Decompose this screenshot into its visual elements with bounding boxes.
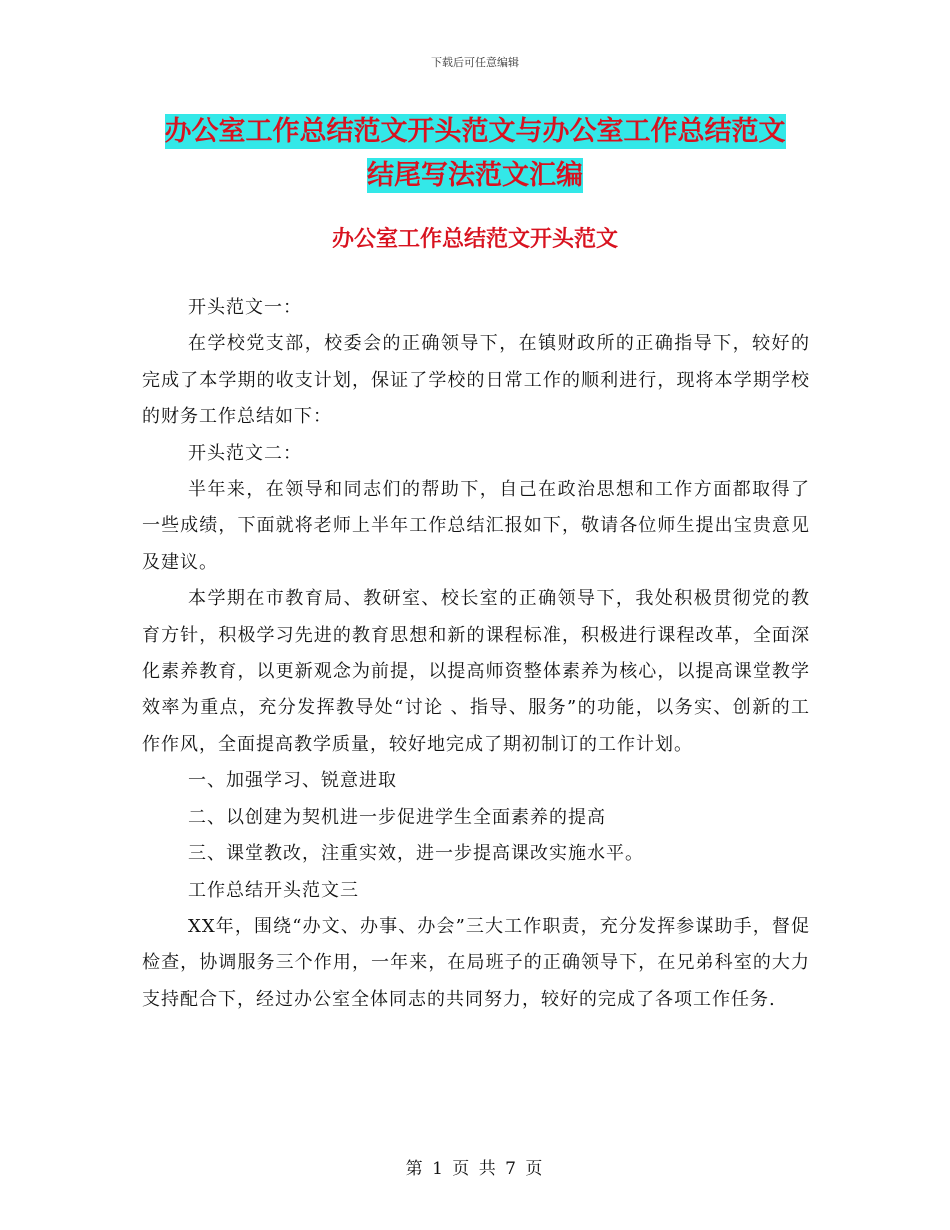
paragraph: XX年，围绕“办文、办事、办会”三大工作职责，充分发挥参谋助手，督促检查，协调服务三个作用，一年来，在局班子的正确领导下，在兄弟科室的大力支持配合下，经过办公室全体同志的共同努力，较好的完成了各项工作任务. [142,915,810,1010]
document-title [0,110,950,198]
document-title-line-1: 办公室工作总结范文开头范文与办公室工作总结范文 [164,116,786,147]
paragraph: 本学期在市教育局、教研室、校长室的正确领导下，我处积极贯彻党的教育方针，积极学习先进的教育思想和新的课程标准，积极进行课程改革，全面深化素养教育，以更新观念为前提，以提高师资整体素养为核心，以提高课堂教学效率为重点，充分发挥教导处“讨论 、指导、服务”的功能，以务实、创新的工作作风，全面提高教学质量，较好地完成了期初制订的工作计划。 [142,588,810,755]
header-note: 下载后可任意编辑 [431,56,519,69]
paragraph-opening-1-label: 开头范文一： [188,297,302,318]
list-item: 三、课堂教改，注重实效，进一步提高课改实施水平。 [188,843,644,865]
paragraph-opening-3-label: 工作总结开头范文三 [188,879,359,901]
document-body [142,290,810,1018]
paragraph: 半年来，在领导和同志们的帮助下，自己在政治思想和工作方面都取得了一些成绩，下面就将老师上半年工作总结汇报如下，敬请各位师生提出宝贵意见及建议。 [142,479,810,573]
paragraph: 在学校党支部，校委会的正确领导下，在镇财政所的正确指导下，较好的完成了本学期的收支计划，保证了学校的日常工作的顺利进行，现将本学期学校的财务工作总结如下： [142,333,810,428]
list-item: 一、加强学习、锐意进取 [188,770,397,792]
paragraph-opening-2-label: 开头范文二： [188,442,302,464]
document-title-line-2: 结尾写法范文汇编 [367,160,583,191]
list-item: 二、以创建为契机进一步促进学生全面素养的提高 [188,806,606,828]
page-footer: 第 1 页 共 7 页 [405,1159,545,1179]
section-title: 办公室工作总结范文开头范文 [331,226,618,252]
